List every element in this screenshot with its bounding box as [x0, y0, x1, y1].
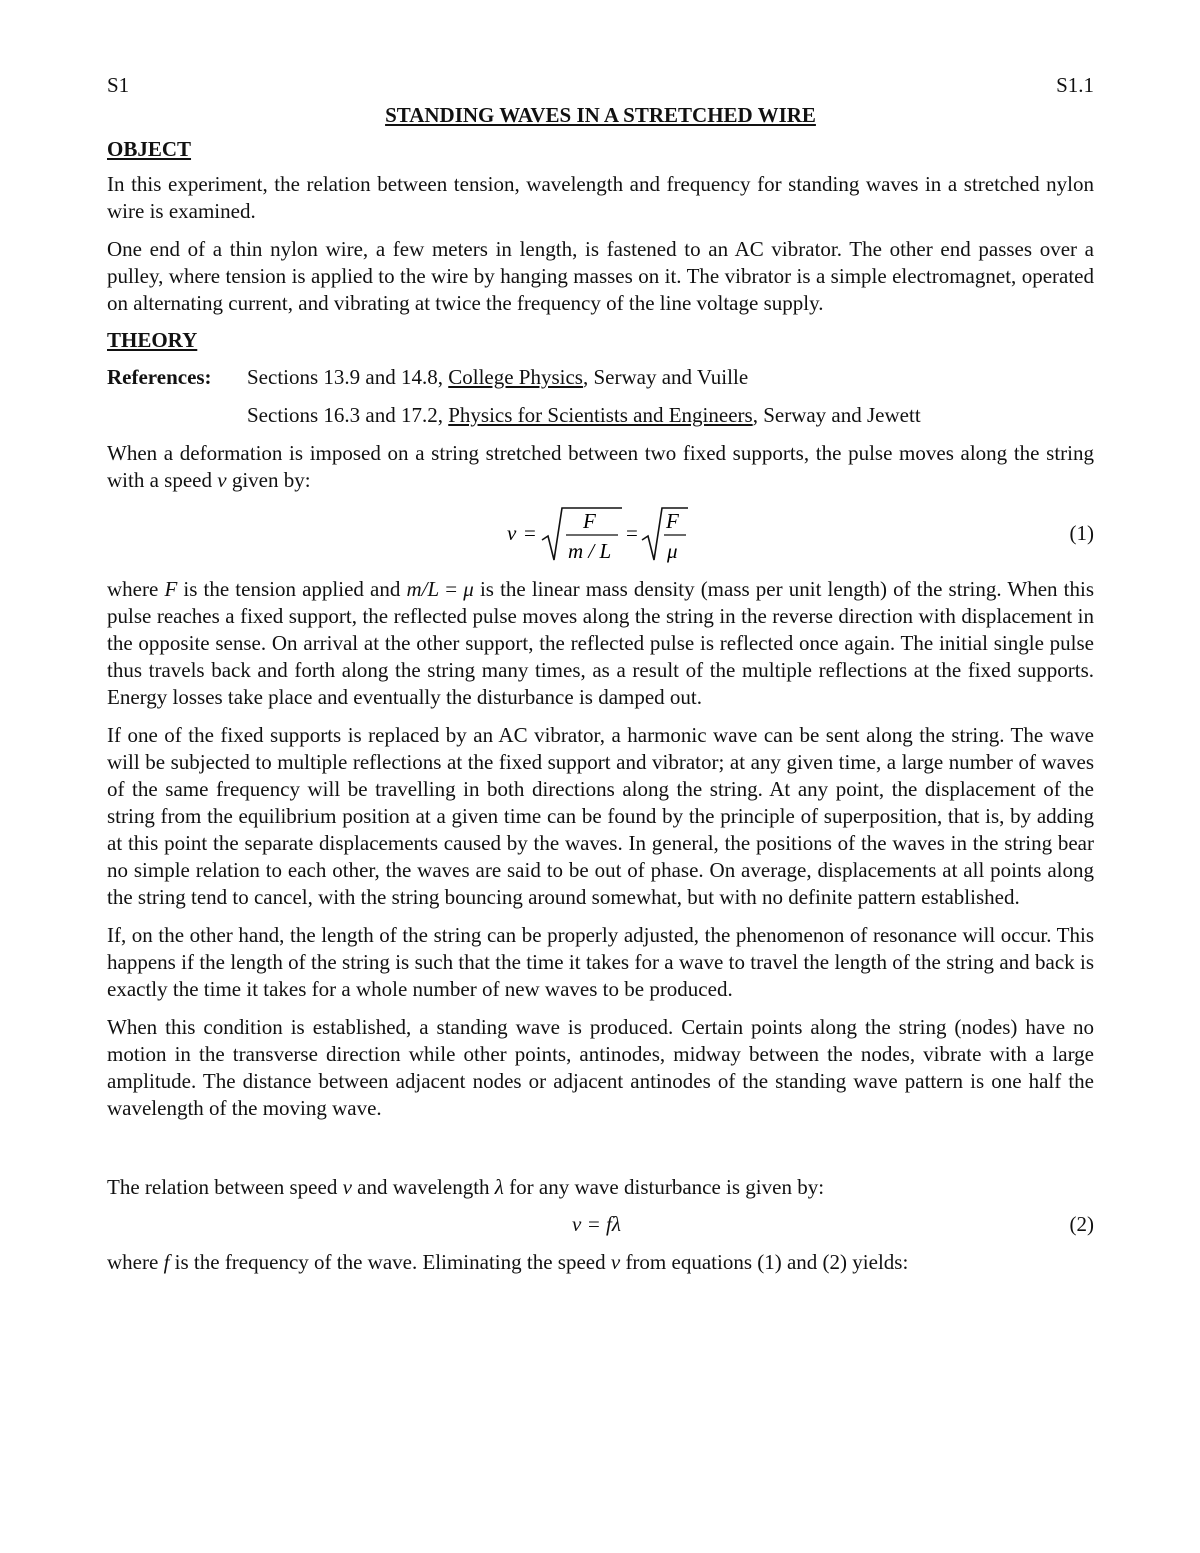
- where-symbol-mu: μ: [463, 577, 474, 601]
- equation-2: [107, 1205, 1094, 1245]
- where-symbol-F: F: [164, 577, 178, 601]
- final-text-c: from equations (1) and (2) yields:: [620, 1250, 909, 1274]
- resonance-paragraph: If, on the other hand, the length of the string can be properly adjusted, the phenomenon of resonance will occur. This happens if the length of the string is such that the time it takes for a wave to travel the length of the string and back is exactly the time it takes for a whole number of new waves to be produced.: [107, 923, 1094, 1001]
- relation-text-a: The relation between speed: [107, 1175, 343, 1199]
- final-symbol-f: f: [163, 1250, 170, 1274]
- document-title: STANDING WAVES IN A STRETCHED WIRE: [385, 103, 816, 127]
- eq1-radical-2: [642, 508, 688, 560]
- equation-1-formula: [502, 500, 802, 570]
- where-text-d: is the linear mass density (mass per unit length) of the string. When this pulse reaches a fixed support, the reflected pulse moves along the string in the reverse direction with displacement in the opposite sense. On arrival at the other support, the reflected pulse is reflected once again. The initial single pulse thus travels back and forth along the string many times, as a result of the multiple reflections at the fixed supports. Energy losses take place and eventually the disturbance is damped out.: [107, 577, 1094, 709]
- final-paragraph: [107, 1249, 1094, 1276]
- references-block: [107, 364, 1094, 440]
- where-paragraph: [107, 576, 1094, 711]
- where-text-b: is the tension applied and: [177, 577, 407, 601]
- relation-paragraph: [107, 1174, 1094, 1201]
- where-text-c: =: [439, 577, 464, 601]
- final-symbol-v: v: [610, 1250, 621, 1274]
- object-heading: OBJECT: [107, 137, 192, 161]
- final-text-b: is the frequency of the wave. Eliminating the speed: [169, 1250, 611, 1274]
- speed-text-b: given by:: [226, 468, 311, 492]
- page-header: [107, 72, 1094, 102]
- eq1-numerator-2: F: [666, 509, 679, 533]
- references-label: References:: [107, 365, 212, 389]
- eq1-equals-1: =: [524, 521, 536, 545]
- header-left: S1: [107, 73, 130, 97]
- relation-text-c: for any wave disturbance is given by:: [503, 1175, 825, 1199]
- equation-1-number: (1): [1069, 521, 1094, 545]
- relation-symbol-lambda: λ: [494, 1175, 504, 1199]
- reference-2-book: Physics for Scientists and Engineers: [448, 403, 753, 427]
- reference-1-sections: Sections 13.9 and 14.8,: [247, 365, 449, 389]
- eq1-denominator-1: m / L: [568, 539, 612, 563]
- speed-symbol-v: v: [217, 468, 227, 492]
- header-right: S1.1: [1056, 73, 1094, 97]
- vibrator-paragraph: If one of the fixed supports is replaced by an AC vibrator, a harmonic wave can be sent along the string. The wave will be subjected to multiple reflections at the fixed support and vibrator; at any given time, a large number of waves of the same frequency will be travelling in both directions along the string. At any point, the displacement of the string from the equilibrium position at a given time can be found by the principle of superposition, that is, by adding at this point the separate displacements caused by the waves. In general, the positions of the waves in the string bear no simple relation to each other, the waves are said to be out of phase. On average, displacements at all points along the string tend to cancel, with the string bouncing around somewhat, but with no definite pattern established.: [107, 723, 1094, 909]
- equation-2-number: (2): [1069, 1212, 1094, 1236]
- reference-2: [247, 402, 921, 429]
- reference-1: [247, 364, 748, 391]
- relation-symbol-v: v: [342, 1175, 352, 1199]
- reference-row-2: [107, 402, 1094, 440]
- speed-paragraph: [107, 440, 1094, 494]
- relation-text-b: and wavelength: [351, 1175, 495, 1199]
- reference-2-sections: Sections 16.3 and 17.2,: [247, 403, 449, 427]
- document-page: [107, 72, 1094, 1276]
- equation-1: [107, 500, 1094, 570]
- final-text-a: where: [107, 1250, 164, 1274]
- reference-2-authors: , Serway and Jewett: [752, 403, 921, 427]
- speed-text-a: When a deformation is imposed on a string stretched between two fixed supports, the pulse moves along the string with a speed: [107, 441, 1094, 492]
- object-paragraph-1: In this experiment, the relation between tension, wavelength and frequency for standing waves in a stretched nylon wire is examined.: [107, 172, 1094, 223]
- reference-row-1: [107, 364, 1094, 402]
- equation-2-formula: v = fλ: [572, 1212, 621, 1236]
- where-text-a: where: [107, 577, 165, 601]
- eq1-denominator-2: μ: [667, 539, 678, 563]
- eq1-equals-2: =: [626, 521, 638, 545]
- theory-heading: THEORY: [107, 328, 198, 352]
- reference-1-authors: , Serway and Vuille: [582, 365, 749, 389]
- standing-wave-paragraph: When this condition is established, a standing wave is produced. Certain points along the string (nodes) have no motion in the transverse direction while other points, antinodes, midway between the nodes, vibrate with a large amplitude. The distance between adjacent nodes or adjacent antinodes of the standing wave pattern is one half the wavelength of the moving wave.: [107, 1015, 1094, 1120]
- where-symbol-mL: m/L: [406, 577, 440, 601]
- eq1-lhs: v: [507, 521, 517, 545]
- object-paragraph-2: One end of a thin nylon wire, a few meters in length, is fastened to an AC vibrator. The other end passes over a pulley, where tension is applied to the wire by hanging masses on it. The vibrator is a simple electromagnet, operated on alternating current, and vibrating at twice the frequency of the line voltage supply.: [107, 237, 1094, 315]
- eq1-numerator-1: F: [583, 509, 596, 533]
- reference-1-book: College Physics: [448, 365, 583, 389]
